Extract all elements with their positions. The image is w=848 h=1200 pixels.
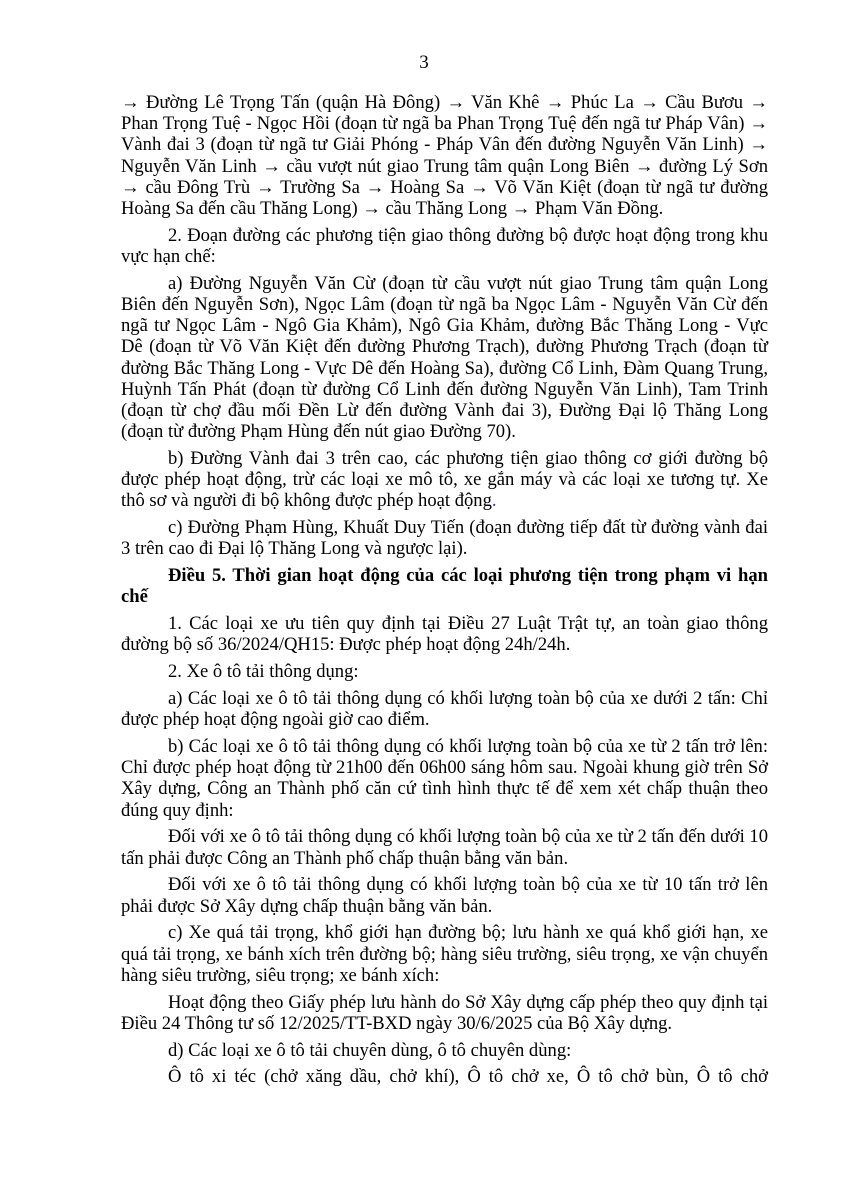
paragraph-art5-2b-ii: Đối với xe ô tô tải thông dụng có khối lượng toàn bộ của xe từ 10 tấn trở lên phải được Sở Xây dựng chấp thuận bằng văn bản. — [121, 874, 768, 917]
page-number: 3 — [419, 52, 429, 73]
article-5-heading: Điều 5. Thời gian hoạt động của các loại phương tiện trong phạm vi hạn chế — [121, 565, 768, 608]
paragraph-item-2c: c) Đường Phạm Hùng, Khuất Duy Tiến (đoạn đường tiếp đất từ đường vành đai 3 trên cao đi Đại lộ Thăng Long và ngược lại). — [121, 517, 768, 560]
paragraph-art5-2: 2. Xe ô tô tải thông dụng: — [168, 661, 359, 683]
paragraph-art5-2c-i: Hoạt động theo Giấy phép lưu hành do Sở Xây dựng cấp phép theo quy định tại Điều 24 Thông tư số 12/2025/TT-BXD ngày 30/6/2025 của Bộ Xây dựng. — [121, 991, 768, 1034]
paragraph-item-2b-end-mark: . — [491, 490, 497, 512]
paragraph-art5-1: 1. Các loại xe ưu tiên quy định tại Điều 27 Luật Trật tự, an toàn giao thông đường bộ số 36/2024/QH15: Được phép hoạt động 24h/24h. — [121, 613, 768, 656]
paragraph-item-2b — [121, 448, 768, 512]
paragraph-art5-2b-i: Đối với xe ô tô tải thông dụng có khối lượng toàn bộ của xe từ 2 tấn đến dưới 10 tấn phải được Công an Thành phố chấp thuận bằng văn bản. — [121, 826, 768, 869]
paragraph-item-2b-text: b) Đường Vành đai 3 trên cao, các phương tiện giao thông cơ giới đường bộ được phép hoạt động, trừ các loại xe mô tô, xe gắn máy và các loại xe tương tự. Xe thô sơ và người đi bộ không được phép hoạt động — [121, 448, 768, 512]
paragraph-art5-2b: b) Các loại xe ô tô tải thông dụng có khối lượng toàn bộ của xe từ 2 tấn trở lên: Chỉ được phép hoạt động từ 21h00 đến 06h00 sáng hôm sau. Ngoài khung giờ trên Sở Xây dựng, Công an Thành phố căn cứ tình hình thực tế để xem xét chấp thuận theo đúng quy định: — [121, 736, 768, 821]
paragraph-route-continuation: → Đường Lê Trọng Tấn (quận Hà Đông) → Văn Khê → Phúc La → Cầu Bươu → Phan Trọng Tuệ - Ngọc Hồi (đoạn từ ngã ba Phan Trọng Tuệ đến ngã tư Pháp Vân) → Vành đai 3 (đoạn từ ngã tư Giải Phóng - Pháp Vân đến đường Nguyễn Văn Linh) → Nguyễn Văn Linh → cầu vượt nút giao Trung tâm quận Long Biên → đường Lý Sơn → cầu Đông Trù → Trường Sa → Hoàng Sa → Võ Văn Kiệt (đoạn từ ngã tư đường Hoàng Sa đến cầu Thăng Long) → cầu Thăng Long → Phạm Văn Đồng. — [121, 92, 768, 220]
paragraph-art5-2d-i: Ô tô xi téc (chở xăng dầu, chở khí), Ô tô chở xe, Ô tô chở bùn, Ô tô chở — [168, 1066, 768, 1088]
paragraph-art5-2a: a) Các loại xe ô tô tải thông dụng có khối lượng toàn bộ của xe dưới 2 tấn: Chỉ được phép hoạt động ngoài giờ cao điểm. — [121, 688, 768, 731]
paragraph-art5-2c: c) Xe quá tải trọng, khổ giới hạn đường bộ; lưu hành xe quá khổ giới hạn, xe quá tải trọng, xe bánh xích trên đường bộ; hàng siêu trường, siêu trọng, xe vận chuyển hàng siêu trường, siêu trọng; xe bánh xích: — [121, 922, 768, 986]
paragraph-art5-2d: d) Các loại xe ô tô tải chuyên dùng, ô tô chuyên dùng: — [168, 1039, 572, 1061]
document-body — [121, 92, 768, 1093]
paragraph-item-2: 2. Đoạn đường các phương tiện giao thông đường bộ được hoạt động trong khu vực hạn chế: — [121, 224, 768, 268]
paragraph-item-2a: a) Đường Nguyễn Văn Cừ (đoạn từ cầu vượt nút giao Trung tâm quận Long Biên đến Nguyễn Sơn), Ngọc Lâm (đoạn từ ngã ba Ngọc Lâm - Nguyễn Văn Cừ đến ngã tư Ngọc Lâm - Ngô Gia Khảm), Ngô Gia Khảm, đường Bắc Thăng Long - Vực Dê (đoạn từ Võ Văn Kiệt đến đường Phương Trạch), đường Phương Trạch (đoạn từ đường Bắc Thăng Long - Vực Dê đến Hoàng Sa), đường Cổ Linh, Đàm Quang Trung, Huỳnh Tấn Phát (đoạn từ đường Cổ Linh đến đường Nguyễn Văn Linh), Tam Trinh (đoạn từ chợ đầu mối Đền Lừ đến đường Vành đai 3), Đường Đại lộ Thăng Long (đoạn từ đường Phạm Hùng đến nút giao Đường 70). — [121, 272, 768, 443]
